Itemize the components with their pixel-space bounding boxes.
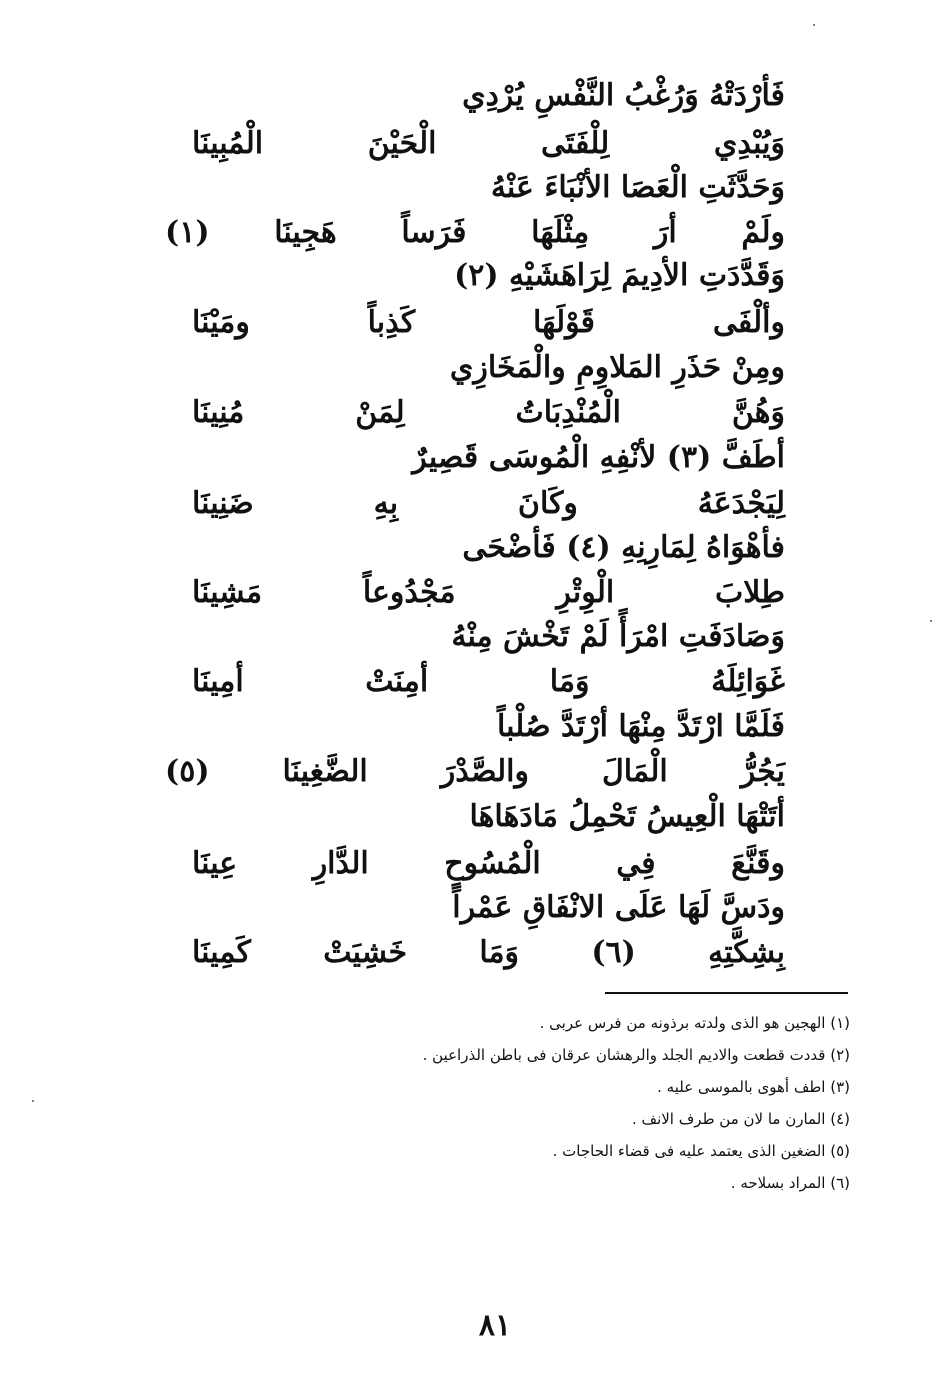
verse-line-11: فأهْوَاهُ لِمَارِنِهِ (٤) فَأضْحَى	[462, 530, 785, 565]
verse-line-2: وَيُبْدِي لِلْفَتَى الْحَيْنَ الْمُبِينَا	[192, 126, 785, 161]
verse-line-19: ودَسَّ لَهَا عَلَى الانْفَاقِ عَمْراً	[452, 890, 785, 925]
verse-line-5: وَقَدَّدَتِ الأدِيمَ لِرَاهَشَيْهِ (٢)	[454, 258, 785, 293]
page-number: ٨١	[478, 1308, 512, 1343]
footnote-separator	[605, 992, 848, 994]
verse-line-3: وَحَدَّثَتِ الْعَصَا الأنْبَاءَ عَنْهُ	[490, 170, 785, 205]
footnote-5: (٥) الضغين الذى يعتمد عليه فى قضاء الحاجات .	[552, 1142, 850, 1160]
verse-line-6: وألْفَى قَوْلَهَا كَذِباً ومَيْنَا	[192, 305, 785, 340]
verse-line-14: غَوَائِلَهُ وَمَا أمِنَتْ أمِينَا	[192, 664, 785, 699]
footnote-6: (٦) المراد بسلاحه .	[730, 1174, 850, 1192]
verse-line-9: أطَفَّ (٣) لأنْفِهِ الْمُوسَى قَصِيرٌ	[412, 440, 785, 475]
footnote-1: (١) الهجين هو الذى ولدته برذونه من فرس عربى .	[539, 1014, 850, 1032]
verse-line-4: ولَمْ أرَ مِثْلَهَا فَرَساً هَجِينَا (١)	[165, 215, 785, 250]
verse-line-18: وقَنَّعَ فِي الْمُسُوحِ الدَّارِ عِينَا	[192, 846, 785, 881]
verse-line-1: فَأرْدَتْهُ وَرُغْبُ النَّفْسِ يُرْدِي	[462, 78, 785, 113]
footnote-2: (٢) قددت قطعت والاديم الجلد والرهشان عرقان فى باطن الذراعين .	[422, 1046, 850, 1064]
verse-line-10: لِيَجْدَعَهُ وكَانَ بِهِ ضَنِينَا	[192, 486, 785, 521]
verse-line-7: ومِنْ حَذَرِ المَلاوِمِ والْمَخَازِي	[449, 350, 785, 385]
scan-speck	[930, 620, 932, 622]
verse-line-16: يَجُرُّ الْمَالَ والصَّدْرَ الضَّغِينَا (٥)	[165, 754, 785, 789]
scan-speck	[32, 1100, 34, 1102]
footnote-4: (٤) المارن ما لان من طرف الانف .	[632, 1110, 850, 1128]
verse-line-8: وَهُنَّ الْمُنْدِبَاتُ لِمَنْ مُنِينَا	[192, 395, 785, 430]
footnote-3: (٣) اطف أهوى بالموسى عليه .	[657, 1078, 850, 1096]
verse-line-17: أتَتْهَا الْعِيسُ تَحْمِلُ مَادَهَاهَا	[469, 799, 785, 834]
verse-line-12: طِلابَ الْوِتْرِ مَجْدُوعاً مَشِينَا	[192, 575, 785, 610]
verse-line-13: وَصَادَفَتِ امْرَأً لَمْ تَخْشَ مِنْهُ	[451, 619, 785, 654]
scan-speck	[813, 24, 815, 26]
verse-line-20: بِشِكَّتِهِ (٦) وَمَا خَشِيَتْ كَمِينَا	[192, 935, 785, 970]
verse-line-15: فَلَمَّا ارْتَدَّ مِنْهَا أرْتَدَّ صُلْباً	[496, 709, 785, 744]
